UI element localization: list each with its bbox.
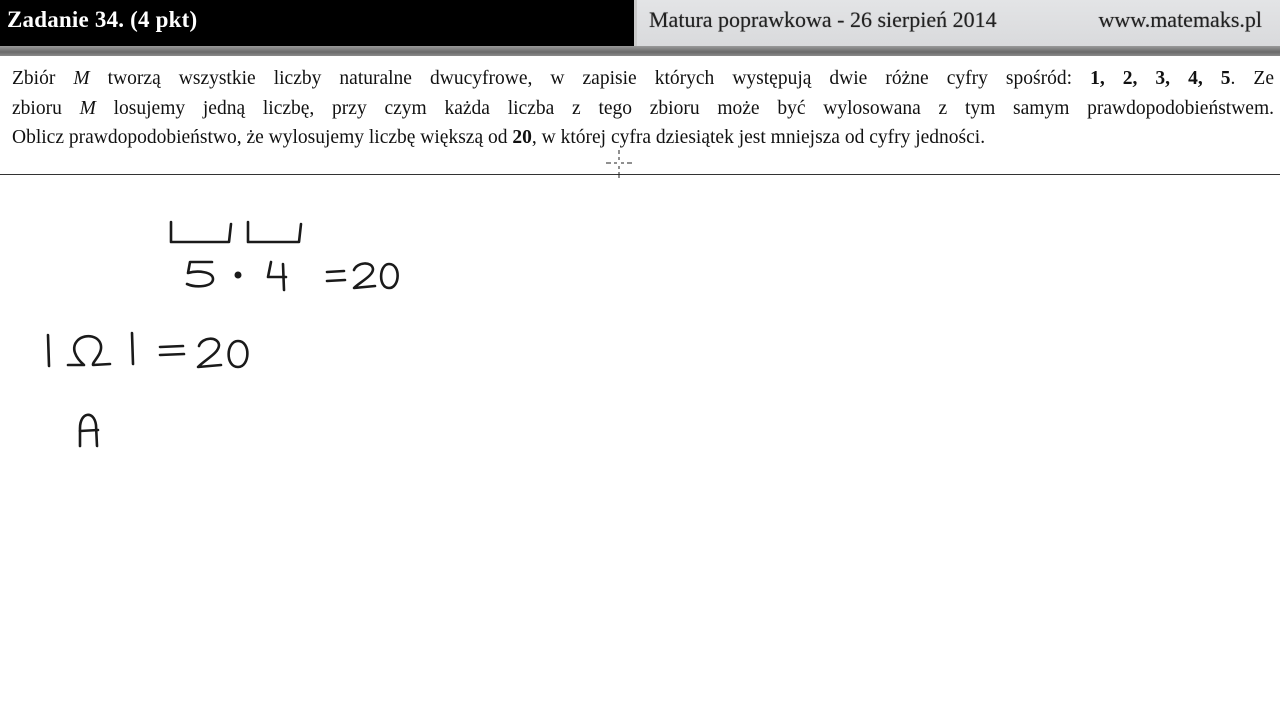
text: . Ze — [1230, 68, 1274, 89]
text: , w której cyfra dziesiątek jest mniejsza od cyfry jedności. — [531, 127, 986, 148]
set-symbol: M — [73, 68, 90, 89]
text: tworzą wszystkie liczby naturalne dwucyfrowe, w zapisie których występują dwie różne cyfry spośród: — [89, 68, 1091, 89]
number: 20 — [512, 127, 532, 148]
task-title: Zadanie 34. (4 pkt) — [7, 7, 198, 32]
set-symbol: M — [79, 97, 96, 119]
site-link[interactable]: www.matemaks.pl — [1098, 7, 1262, 32]
text: losujemy jedną liczbę, przy czym każda liczba z tego zbioru może być wylosowana z tym samym prawdopodobieństwem. — [95, 97, 1274, 119]
digit-list: 1, 2, 3, 4, 5 — [1090, 68, 1231, 89]
exam-label: Matura poprawkowa - 26 sierpień 2014 — [649, 7, 997, 32]
handwriting-product — [187, 262, 398, 290]
handwriting-omega — [48, 333, 247, 367]
text: Zbiór — [12, 68, 74, 89]
text: Oblicz prawdopodobieństwo, że wylosujemy liczbę większą od — [12, 127, 513, 148]
digit-slots — [171, 222, 301, 242]
crosshair-cursor-icon — [606, 150, 632, 178]
text: zbioru — [12, 97, 80, 119]
handwriting-event-a — [80, 415, 98, 446]
